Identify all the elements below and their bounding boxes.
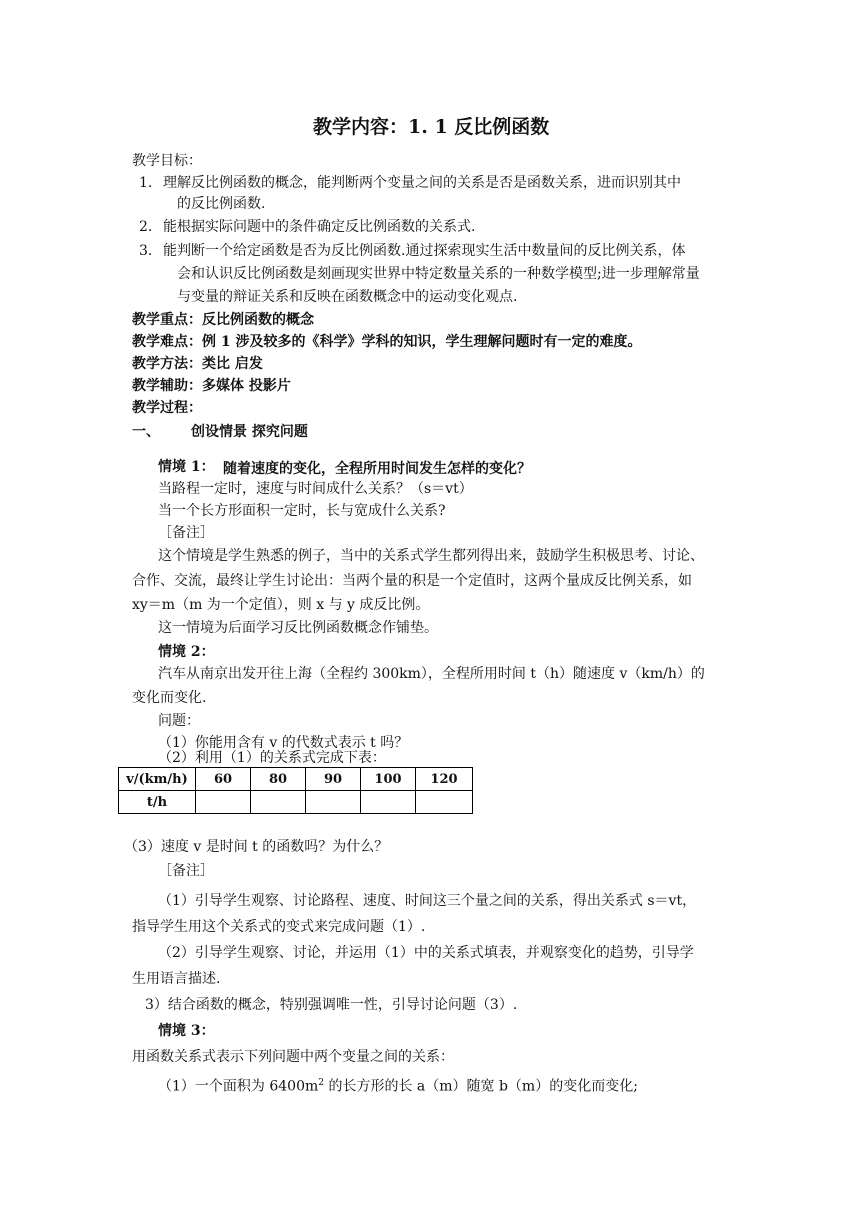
section-1-number: 一、 <box>132 424 160 440</box>
superscript: 2 <box>318 1078 324 1088</box>
note-2-line4: 生用语言描述. <box>132 971 221 987</box>
question-1: （1）你能用含有 v 的代数式表示 t 吗？ <box>158 735 409 751</box>
goal-3-line2: 会和认识反比例函数是刻画现实世界中特定数量关系的一种数学模型;进一步理解常量 <box>177 266 700 282</box>
table-header-cell: 80 <box>251 768 306 791</box>
situation-1-line1: 当路程一定时，速度与时间成什么关系？（s＝vt） <box>158 481 473 497</box>
question-2: （2）利用（1）的关系式完成下表： <box>158 750 386 766</box>
note-1-line3: xy＝m（m 为一个定值），则 x 与 y 成反比例。 <box>132 597 430 613</box>
table-header-cell: 90 <box>306 768 361 791</box>
situation-1-question: 随着速度的变化，全程所用时间发生怎样的变化？ <box>223 461 531 477</box>
question-label: 问题： <box>158 713 200 729</box>
note-2-line3: （2）引导学生观察、讨论，并运用（1）中的关系式填表，并观察变化的趋势，引导学 <box>158 945 694 961</box>
situation-2-label: 情境 2： <box>158 644 215 660</box>
table-row <box>119 791 473 814</box>
speed-time-table <box>118 767 473 814</box>
table-header-cell: 60 <box>196 768 251 791</box>
teaching-aids: 教学辅助：多媒体 投影片 <box>132 378 291 394</box>
note-2-line1: （1）引导学生观察、讨论路程、速度、时间这三个量之间的关系，得出关系式 s＝vt， <box>158 893 697 909</box>
table-cell[interactable] <box>196 791 251 814</box>
note-1-line4: 这一情境为后面学习反比例函数概念作铺垫。 <box>158 620 438 636</box>
table-header-cell: v/(km/h) <box>119 768 196 791</box>
table-header-cell: 120 <box>416 768 473 791</box>
note-label: ［备注］ <box>158 863 214 879</box>
goal-1-line1: 理解反比例函数的概念，能判断两个变量之间的关系是否是函数关系，进而识别其中 <box>163 175 681 191</box>
situation-3-question-1 <box>158 1073 638 1097</box>
key-point: 教学重点：反比例函数的概念 <box>132 312 314 328</box>
page-title: 教学内容：1. 1 反比例函数 <box>313 116 550 138</box>
table-header-cell: 100 <box>361 768 416 791</box>
section-1-title: 创设情景 探究问题 <box>191 424 308 440</box>
question-3: （3）速度 v 是时间 t 的函数吗？为什么？ <box>124 839 389 855</box>
question-text: 的长方形的长 a（m）随宽 b（m）的变化而变化; <box>324 1078 638 1095</box>
goal-1-line2: 的反比例函数. <box>177 196 266 212</box>
goal-3-number: 3. <box>139 243 153 259</box>
table-cell[interactable] <box>361 791 416 814</box>
table-row <box>119 768 473 791</box>
question-text: （1）一个面积为 6400m <box>158 1078 319 1095</box>
note-1-line2: 合作、交流，最终让学生讨论出：当两个量的积是一个定值时，这两个量成反比例关系，如 <box>132 573 692 589</box>
situation-2-line1: 汽车从南京出发开往上海（全程约 300km），全程所用时间 t（h）随速度 v（km/h）的 <box>158 666 705 682</box>
note-2-line2: 指导学生用这个关系式的变式来完成问题（1）. <box>132 919 426 935</box>
goal-3-line3: 与变量的辩证关系和反映在函数概念中的运动变化观点. <box>177 289 518 305</box>
goals-label: 教学目标： <box>132 153 202 169</box>
goal-1-number: 1. <box>139 175 153 191</box>
note-label: ［备注］ <box>158 525 214 541</box>
situation-1-line2: 当一个长方形面积一定时，长与宽成什么关系? <box>158 503 446 519</box>
table-cell[interactable] <box>306 791 361 814</box>
goal-3-line1: 能判断一个给定函数是否为反比例函数.通过探索现实生活中数量间的反比例关系，体 <box>163 243 686 259</box>
difficulty: 教学难点：例 1 涉及较多的《科学》学科的知识，学生理解问题时有一定的难度。 <box>132 334 642 350</box>
table-cell[interactable] <box>251 791 306 814</box>
teaching-process: 教学过程： <box>132 400 202 416</box>
note-2-line5: 3）结合函数的概念，特别强调唯一性，引导讨论问题（3）. <box>145 997 518 1013</box>
goal-2-number: 2. <box>139 219 153 235</box>
table-cell: t/h <box>119 791 196 814</box>
situation-3-line1: 用函数关系式表示下列问题中两个变量之间的关系： <box>132 1049 454 1065</box>
situation-3-label: 情境 3： <box>158 1023 215 1039</box>
note-1-line1: 这个情境是学生熟悉的例子，当中的关系式学生都列得出来，鼓励学生积极思考、讨论、 <box>158 548 704 564</box>
goal-2-line1: 能根据实际问题中的条件确定反比例函数的关系式. <box>163 219 476 235</box>
table-cell[interactable] <box>416 791 473 814</box>
situation-2-line2: 变化而变化. <box>132 690 207 706</box>
teaching-method: 教学方法：类比 启发 <box>132 356 263 372</box>
situation-1-label: 情境 1： <box>158 459 215 475</box>
